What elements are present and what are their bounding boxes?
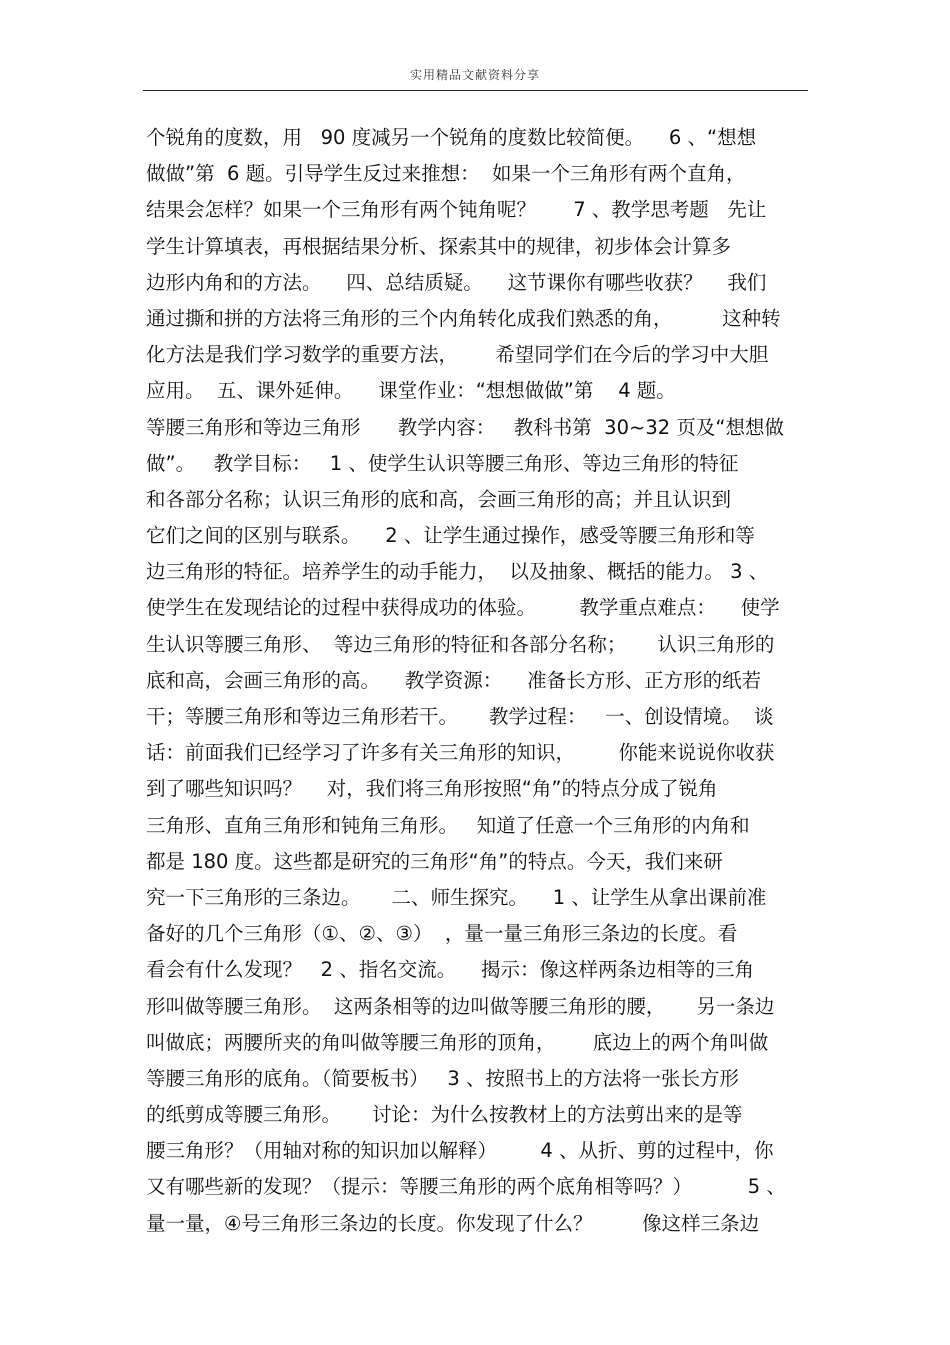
text-line: 备好的几个三角形（①、②、③） ，量一量三角形三条边的长度。看 (146, 922, 738, 946)
text-line: 通过撕和拼的方法将三角形的三个内角转化成我们熟悉的角， 这种转 (146, 306, 781, 330)
text-line: 都是 180 度。这些都是研究的三角形“角”的特点。今天，我们来研 (146, 849, 723, 873)
text-line: 又有哪些新的发现？（提示：等腰三角形的两个底角相等吗？） 5 、 (146, 1175, 786, 1199)
text-line: 生认识等腰三角形、 等边三角形的特征和各部分名称； 认识三角形的 (146, 632, 775, 656)
text-line: 边形内角和的方法。 四、总结质疑。 这节课你有哪些收获？ 我们 (146, 270, 767, 294)
text-line: 底和高，会画三角形的高。 教学资源： 准备长方形、正方形的纸若 (146, 668, 762, 692)
text-line: 使学生在发现结论的过程中获得成功的体验。 教学重点难点： 使学 (146, 596, 780, 620)
text-line: 等腰三角形和等边三角形 教学内容： 教科书第 30~32 页及“想想做 (146, 415, 784, 439)
page-header: 实用精品文献资料分享 (409, 68, 540, 82)
text-line: 的纸剪成等腰三角形。 讨论：为什么按教材上的方法剪出来的是等 (146, 1103, 743, 1127)
text-line: 形叫做等腰三角形。 这两条相等的边叫做等腰三角形的腰， 另一条边 (146, 994, 775, 1018)
text-line: 话：前面我们已经学习了许多有关三角形的知识， 你能来说说你收获 (146, 741, 775, 765)
text-line: 等腰三角形的底角。（简要板书） 3 、按照书上的方法将一张长方形 (146, 1066, 739, 1090)
text-line: 三角形、直角三角形和钝角三角形。 知道了任意一个三角形的内角和 (146, 813, 750, 837)
text-line: 干；等腰三角形和等边三角形若干。 教学过程： 一、创设情境。 谈 (146, 705, 774, 728)
text-line: 做做”第 6 题。引导学生反过来推想： 如果一个三角形有两个直角， (146, 162, 746, 186)
text-line: 和各部分名称；认识三角形的底和高，会画三角形的高；并且认识到 (146, 487, 732, 511)
text-line: 做”。 教学目标： 1 、使学生认识等腰三角形、等边三角形的特征 (146, 451, 739, 475)
text-line: 量一量，④号三角形三条边的长度。你发现了什么？ 像这样三条边 (146, 1211, 760, 1235)
text-line: 叫做底；两腰所夹的角叫做等腰三角形的顶角， 底边上的两个角叫做 (146, 1030, 769, 1054)
text-line: 个锐角的度数，用 90 度减另一个锐角的度数比较简便。 6 、“想想 (146, 126, 757, 149)
text-line: 化方法是我们学习数学的重要方法， 希望同学们在今后的学习中大胆 (146, 343, 769, 367)
text-line: 结果会怎样？如果一个三角形有两个钝角呢？ 7 、教学思考题 先让 (146, 198, 767, 222)
text-line: 看会有什么发现？ 2 、指名交流。 揭示：像这样两条边相等的三角 (146, 958, 754, 982)
text-line: 究一下三角形的三条边。 二、师生探究。 1 、让学生从拿出课前准 (146, 885, 767, 909)
text-line: 腰三角形？（用轴对称的知识加以解释） 4 、从折、剪的过程中，你 (146, 1139, 774, 1163)
header-divider (143, 90, 808, 91)
text-line: 它们之间的区别与联系。 2 、让学生通过操作，感受等腰三角形和等 (146, 524, 755, 548)
text-line: 边三角形的特征。培养学生的动手能力， 以及抽象、概括的能力。 3 、 (146, 560, 769, 584)
text-line: 到了哪些知识吗？ 对，我们将三角形按照“角”的特点分成了锐角 (146, 777, 718, 801)
body-text (146, 120, 826, 1242)
text-line: 学生计算填表，再根据结果分析、探索其中的规律，初步体会计算多 (146, 234, 732, 258)
text-line: 应用。 五、课外延伸。 课堂作业：“想想做做”第 4 题。 (146, 379, 676, 403)
